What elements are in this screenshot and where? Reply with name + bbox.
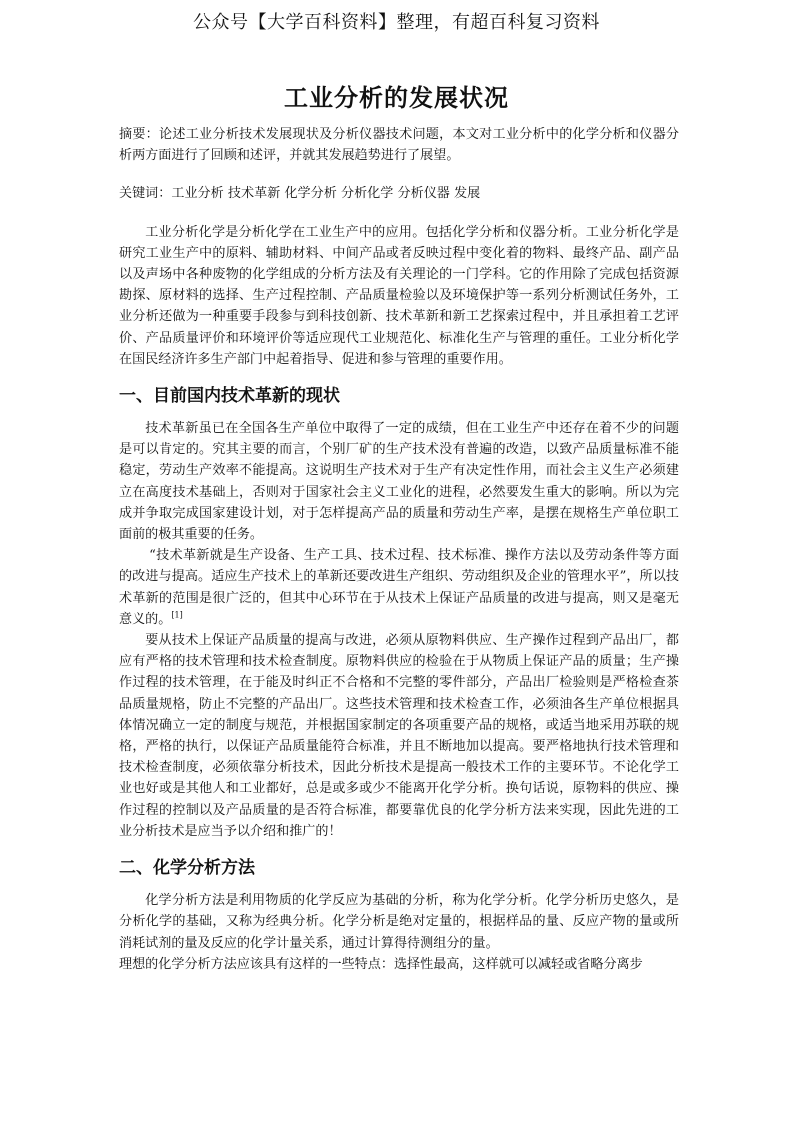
section-1-paragraph-2-text: “技术革新就是生产设备、生产工具、技术过程、技术标准、操作方法以及劳动条件等方面的改进与提高。适应生产技术上的革新还要改进生产组织、劳动组织及企业的管理水平”，所以技术革新的范围是很广泛的，但其中心环节在于从技术上保证产品质量的改进与提高，则又是毫无意义的。 <box>119 548 679 627</box>
abstract: 摘要：论述工业分析技术发展现状及分析仪器技术问题，本文对工业分析中的化学分析和仪器分析两方面进行了回顾和述评，并就其发展趋势进行了展望。 <box>119 127 679 164</box>
document-title: 工业分析的发展状况 <box>284 83 509 112</box>
section-1-paragraph-2 <box>119 545 679 630</box>
section-1-heading: 一、目前国内技术革新的现状 <box>119 386 340 407</box>
section-1-paragraph-1: 技术革新虽已在全国各生产单位中取得了一定的成绩，但在工业生产中还存在着不少的问题是可以肯定的。究其主要的而言，个别厂矿的生产技术没有普遍的改造，以致产品质量标准不能稳定，劳动生产效率不能提高。这说明生产技术对于生产有决定性作用，而社会主义生产必须建立在高度技术基础上，否则对于国家社会主义工业化的进程，必然要发生重大的影响。所以为完成并争取完成国家建设计划，对于怎样提高产品的质量和劳动生产率，是摆在规格生产单位职工面前的极其重要的任务。 <box>119 421 679 543</box>
section-2-paragraph-1: 化学分析方法是利用物质的化学反应为基础的分析，称为化学分析。化学分析历史悠久，是分析化学的基础，又称为经典分析。化学分析是绝对定量的，根据样品的量、反应产物的量或所消耗试剂的量及反应的化学计量关系，通过计算得待测组分的量。 <box>119 893 679 951</box>
citation-ref[interactable]: [1] <box>171 610 183 620</box>
page-header: 公众号【大学百科资料】整理，有超百科复习资料 <box>193 12 600 33</box>
intro-paragraph: 工业分析化学是分析化学在工业生产中的应用。包括化学分析和仪器分析。工业分析化学是研究工业生产中的原料、辅助材料、中间产品或者反映过程中变化着的物料、最终产品、副产品以及声场中各种废物的化学组成的分析方法及有关理论的一门学科。它的作用除了完成包括资源勘探、原材料的选择、生产过程控制、产品质量检验以及环境保护等一系列分析测试任务外，工业分析还做为一种重要手段参与到科技创新、技术革新和新工艺探索过程中，并且承担着工艺评价、产品质量评价和环境评价等适应现代工业规范化、标准化生产与管理的重任。工业分析化学在国民经济许多生产部门中起着指导、促进和参与管理的重要作用。 <box>119 224 679 367</box>
document-body <box>119 124 679 975</box>
keywords: 关键词：工业分析 技术革新 化学分析 分析化学 分析仪器 发展 <box>119 186 481 202</box>
section-2-paragraph-2: 理想的化学分析方法应该具有这样的一些特点：选择性最高，这样就可以减轻或省略分离步 <box>119 956 643 972</box>
section-2-heading: 二、化学分析方法 <box>119 858 255 879</box>
section-1-paragraph-3: 要从技术上保证产品质量的提高与改进，必须从原物料供应、生产操作过程到产品出厂，都应有严格的技术管理和技术检查制度。原物料供应的检验在于从物质上保证产品的质量；生产操作过程的技术管理，在于能及时纠正不合格和不完整的零件部分，产品出厂检验则是严格检查茶品质量规格，防止不完整的产品出厂。这些技术管理和技术检查工作，必须油各生产单位根据具体情况确立一定的制度与规范，并根据国家制定的各项重要产品的规格，或适当地采用苏联的规格，严格的执行，以保证产品质量能符合标准，并且不断地加以提高。要严格地执行技术管理和技术检查制度，必须依靠分析技术，因此分析技术是提高一般技术工作的主要环节。不论化学工业也好或是其他人和工业都好，总是或多或少不能离开化学分析。换句话说，原物料的供应、操作过程的控制以及产品质量的是否符合标准，都要靠优良的化学分析方法来实现，因此先进的工业分析技术是应当予以介绍和推广的！ <box>119 633 679 839</box>
